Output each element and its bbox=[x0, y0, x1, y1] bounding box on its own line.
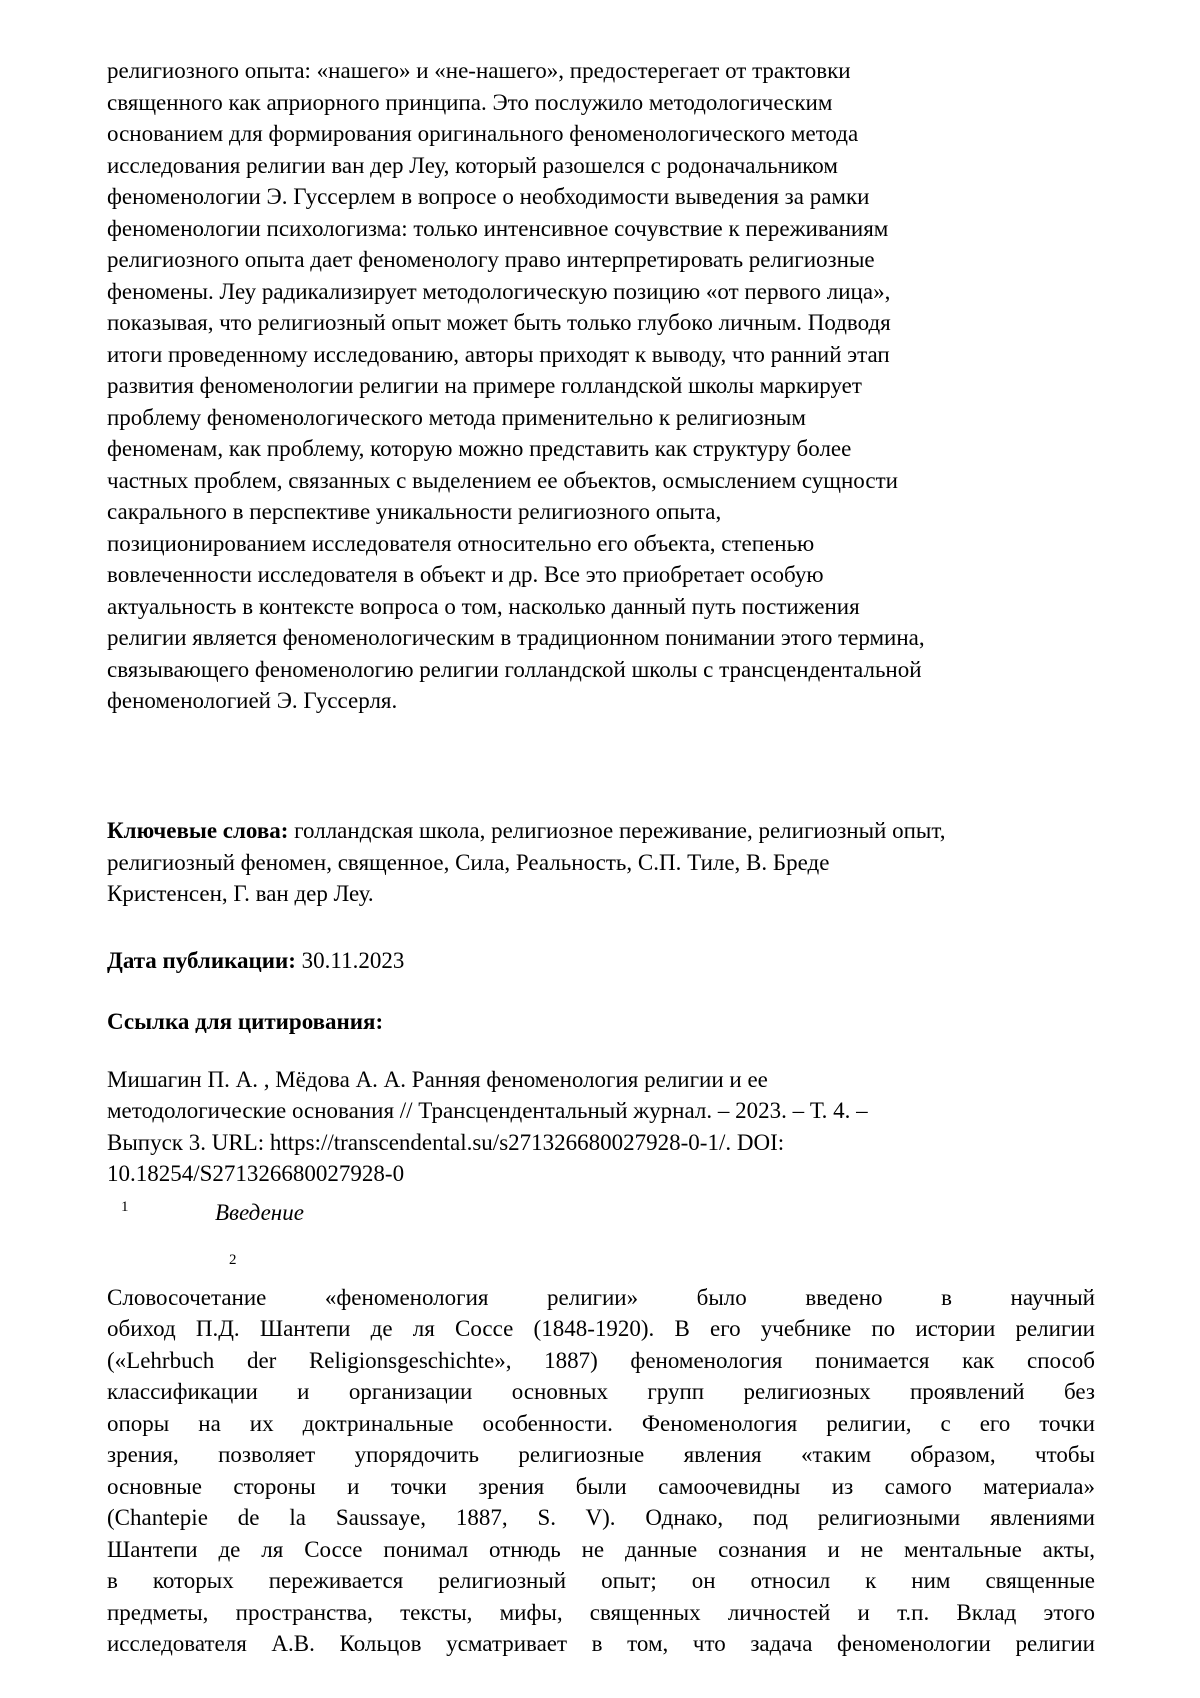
paragraph-number-2: 2 bbox=[229, 1252, 237, 1268]
introduction-text: Словосочетание «феноменология религии» было введено в научный обиход П.Д. Шантепи де ля Соссе (1848-1920). В его учебнике по истории религии («Lehrbuch der Religionsgeschichte», 1887) феноменология понимается как способ классификации и организации основных групп религиозных проявлений без опоры на их доктринальные особенности. Феноменология религии, с его точки зрения, позволяет упорядочить религиозные явления «таким образом, чтобы основные стороны и точки зрения были самоочевидны из самого материала» (Chantepie de la Saussaye, 1887, S. V). Однако, под религиозными явлениями Шантепи де ля Соссе понимал отнюдь не данные сознания и не ментальные акты, в которых переживается религиозный опыт; он относил к ним священные предметы, пространства, тексты, мифы, священных личностей и т.п. Вклад этого исследователя А.В. Кольцов усматривает в том, что задача феноменологии религии bbox=[107, 1284, 1095, 1656]
abstract-paragraph: религиозного опыта: «нашего» и «не-нашего», предостерегает от трактовки священного как априорного принципа. Это послужило методологическим основанием для формирования оригинального феноменологического метода исследования религии ван дер Леу, который разошелся с родоначальником феноменологии Э. Гуссерлем в вопросе о необходимости выведения за рамки феноменологии психологизма: только интенсивное сочувствие к переживаниям религиозного опыта дает феноменологу право интерпретировать религиозные феномены. Леу радикализирует методологическую позицию «от первого лица», показывая, что религиозный опыт может быть только глубоко личным. Подводя итоги проведенному исследованию, авторы приходят к выводу, что ранний этап развития феноменологии религии на примере голландской школы маркирует проблему феноменологического метода применительно к религиозным феноменам, как проблему, которую можно представить как структуру более частных проблем, связанных с выделением ее объектов, осмыслением сущности сакрального в перспективе уникальности религиозного опыта, позиционированием исследователя относительно его объекта, степенью вовлеченности исследователя в объект и др. Все это приобретает особую актуальность в контексте вопроса о том, насколько данный путь постижения религии является феноменологическим в традиционном понимании этого термина, связывающего феноменологию религии голландской школы с трансцендентальной феноменологией Э. Гуссерля. bbox=[107, 58, 925, 713]
keywords-paragraph bbox=[107, 784, 1095, 910]
section-heading-introduction bbox=[107, 1197, 1095, 1229]
citation-heading-label: Ссылка для цитирования: bbox=[107, 1009, 384, 1034]
keywords-text: голландская школа, религиозное переживание, религиозный опыт, религиозный феномен, священное, Сила, Реальность, С.П. Тиле, В. Бреде Кристенсен, Г. ван дер Леу. bbox=[107, 818, 946, 906]
section-title-introduction: Введение bbox=[215, 1199, 304, 1225]
keywords-label: Ключевые слова: bbox=[107, 818, 289, 843]
paragraph-number-1: 1 bbox=[121, 1198, 129, 1215]
publication-date-label: Дата публикации: bbox=[107, 947, 296, 973]
publication-date-line bbox=[107, 945, 1095, 977]
publication-date-value: 30.11.2023 bbox=[295, 947, 405, 973]
citation-heading bbox=[107, 1006, 1095, 1038]
citation-text: Мишагин П. А. , Мёдова А. А. Ранняя феноменология религии и ее методологические основания // Трансцендентальный журнал. – 2023. – Т. 4. – Выпуск 3. URL: https://transcendental.su/s271326680027928-0-1/. DOI: 10.18254/S271326680027928-0 bbox=[107, 1066, 868, 1186]
introduction-paragraph bbox=[107, 1250, 1095, 1660]
